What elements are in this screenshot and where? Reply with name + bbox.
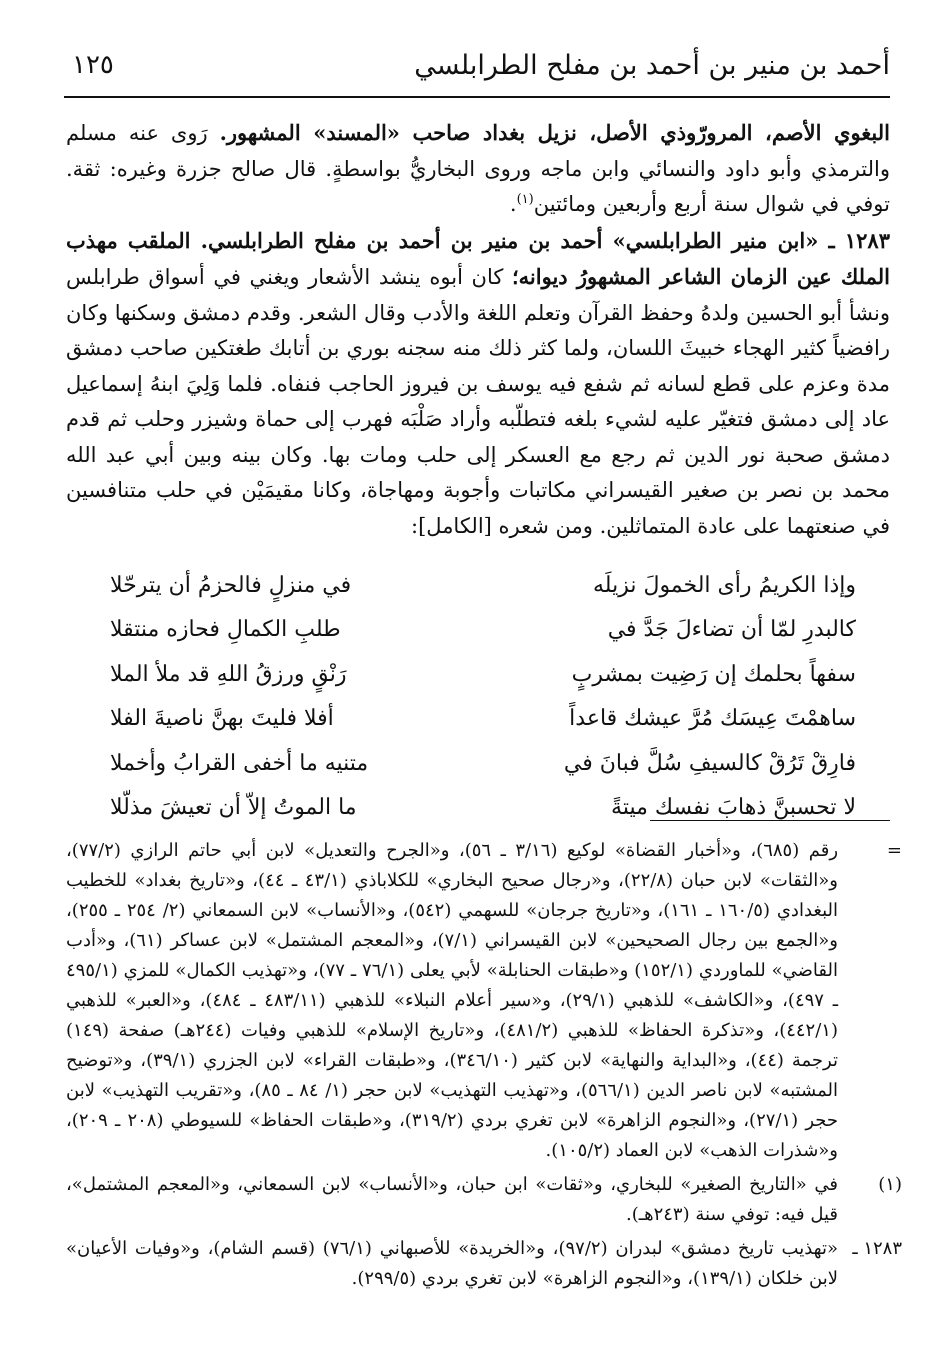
footnote-marker: ١٢٨٣ ـ (852, 1238, 902, 1259)
footnotes (66, 836, 906, 1294)
footnote-item (66, 1170, 906, 1230)
bold-lead: البغوي الأصم، المرورّوذي الأصل، نزيل بغداد صاحب «المسند» المشهور. (219, 120, 890, 145)
second-hemistich: أفلا فليتَ بهنَّ ناصيةَ الفلا (110, 706, 334, 732)
second-hemistich: ما الموتُ إلاّ أن تعيشَ مذلّلا (110, 795, 357, 821)
first-hemistich: كالبدرِ لمّا أن تضاءلَ جَدَّ في (607, 617, 856, 643)
main-text (66, 115, 890, 544)
poem (110, 563, 856, 830)
verse-line (110, 652, 856, 697)
page-number: ١٢٥ (72, 50, 114, 80)
first-hemistich: لا تحسبنَّ ذهابَ نفسك ميتةً (611, 795, 856, 821)
paragraph-continuation (66, 115, 890, 223)
first-hemistich: وإذا الكريمُ رأى الخمولَ نزيلَه (593, 572, 856, 598)
second-hemistich: رَنْقٍ ورزقُ اللهِ قد ملأ الملا (110, 661, 347, 687)
footnote-text: «تهذيب تاريخ دمشق» لبدران (٩٧/٢)، و«الخريدة» للأصبهاني (٧٦/١) (قسم الشام)، و«وفيات الأعيان» لابن خلكان (١٣٩/١)، و«النجوم الزاهرة» لابن تغري بردي (٢٩٩/٥). (66, 1238, 838, 1289)
footnote-divider (650, 820, 890, 821)
verse-line (110, 608, 856, 653)
first-hemistich: فارِقْ تَرُقْ كالسيفِ سُلَّ فبانَ في (563, 750, 856, 776)
footnote-marker: (١) (878, 1174, 902, 1195)
entry-text: كان أبوه ينشد الأشعار ويغني في أسواق طرابلس ونشأ أبو الحسين ولدهُ وحفظ القرآن وتعلم اللغة والأدب وقال الشعر. وقدم دمشق وسكنها وكان رافضياً كثير الهجاء خبيثَ اللسان، ولما كثر ذلك منه سجنه بوري بن أتابك طغتكين صاحب دمشق مدة وعزم على قطع لسانه ثم شفع فيه يوسف بن فيروز الحاجب فنفاه. فلما وَلِيَ ابنهُ إسماعيل عاد إلى دمشق فتغيّر عليه لشيء بلغه فتطلّبه وأراد صَلْبَه فهرب إلى حماة وشيزر وحلب ثم قدم دمشق صحبة نور الدين ثم رجع مع العسكر إلى حلب ومات بها. وكان بينه وبين أبي عبد الله محمد بن نصر بن صغير القيسراني مكاتبات وأجوبة ومهاجاة، وكانا مقيمَيْن في حلب متنافسين في صنعتهما على عادة المتماثلين. ومن شعره [الكامل]: (66, 265, 890, 538)
first-hemistich: ساهمْتَ عِيسَك مُرَّ عيشك قاعداً (569, 706, 856, 732)
running-title: أحمد بن منير بن أحمد بن مفلح الطرابلسي (414, 50, 890, 81)
paragraph-end: . (509, 192, 517, 216)
entry-heading: ١٢٨٣ ـ «ابن منير الطرابلسي» أحمد بن منير بن أحمد بن مفلح الطرابلسي. الملقب مهذب الملك عين الزمان الشاعر المشهورُ ديوانه؛ (66, 227, 890, 289)
second-hemistich: متنيه ما أخفى القرابُ وأخملا (110, 750, 369, 776)
page-header (64, 46, 890, 98)
footnote-reference[interactable]: (١) (516, 192, 534, 207)
footnote-item (66, 836, 906, 1166)
first-hemistich: سفهاً بحلمك إن رَضِيت بمشربٍ (571, 661, 856, 687)
footnote-item (66, 1234, 906, 1294)
paragraph-text: رَوى عنه مسلم والترمذي وأبو داود والنسائي وابن ماجه وروى البخاريُّ بواسطةٍ. قال صالح جزرة وغيره: ثقة. توفي في شوال سنة أربع وأربعين ومائتين (66, 121, 890, 216)
second-hemistich: طلبِ الكمالِ فحازه منتقلا (110, 617, 341, 643)
verse-line (110, 697, 856, 742)
verse-line (110, 563, 856, 608)
footnote-marker: = (886, 840, 902, 861)
entry-1283 (66, 223, 890, 545)
footnote-text: رقم (٦٨٥)، و«أخبار القضاة» لوكيع (٣/١٦ ـ ٥٦)، و«الجرح والتعديل» لابن أبي حاتم الرازي (٧٧/٢)، و«الثقات» لابن حبان (٢٢/٨)، و«رجال صحيح البخاري» للكلاباذي (٤٣/١ ـ ٤٤)، و«تاريخ بغداد» للخطيب البغدادي (١٦٠/٥ ـ ١٦١)، و«تاريخ جرجان» للسهمي (٥٤٢)، و«الأنساب» لابن السمعاني (٢/ ٢٥٤ ـ ٢٥٥)، و«الجمع بين رجال الصحيحين» لابن القيسراني (٧/١)، و«المعجم المشتمل» لابن عساكر (٦١)، و«أدب القاضي» للماوردي (١٥٢/١) و«طبقات الحنابلة» لأبي يعلى (٧٦/١ ـ ٧٧)، و«تهذيب الكمال» للمزي (٤٩٥/١ ـ ٤٩٧)، و«الكاشف» للذهبي (٢٩/١)، و«سير أعلام النبلاء» للذهبي (٤٨٣/١١ ـ ٤٨٤)، و«العبر» للذهبي (٤٤٢/١)، و«تذكرة الحفاظ» للذهبي (٤٨١/٢)، و«تاريخ الإسلام» للذهبي وفيات (٢٤٤هـ) صفحة (١٤٩) ترجمة (٤٤)، و«البداية والنهاية» لابن كثير (٣٤٦/١٠)، و«طبقات القراء» لابن الجزري (٣٩/١)، و«توضيح المشتبه» لابن ناصر الدين (٥٦٦/١)، و«تهذيب التهذيب» لابن حجر (١/ ٨٤ ـ ٨٥)، و«تقريب التهذيب» لابن حجر (٢٧/١)، و«النجوم الزاهرة» لابن تغري بردي (٣١٩/٢)، و«طبقات الحفاظ» للسيوطي (٢٠٨ ـ ٢٠٩)، و«شذرات الذهب» لابن العماد (١٠٥/٢). (66, 840, 839, 1161)
verse-line (110, 786, 856, 831)
verse-line (110, 741, 856, 786)
footnote-text: في «التاريخ الصغير» للبخاري، و«ثقات» ابن حبان، و«الأنساب» لابن السمعاني، و«المعجم المشتمل»، قيل فيه: توفي سنة (٢٤٣هـ). (66, 1174, 838, 1225)
second-hemistich: في منزلٍ فالحزمُ أن يترحّلا (110, 572, 352, 598)
